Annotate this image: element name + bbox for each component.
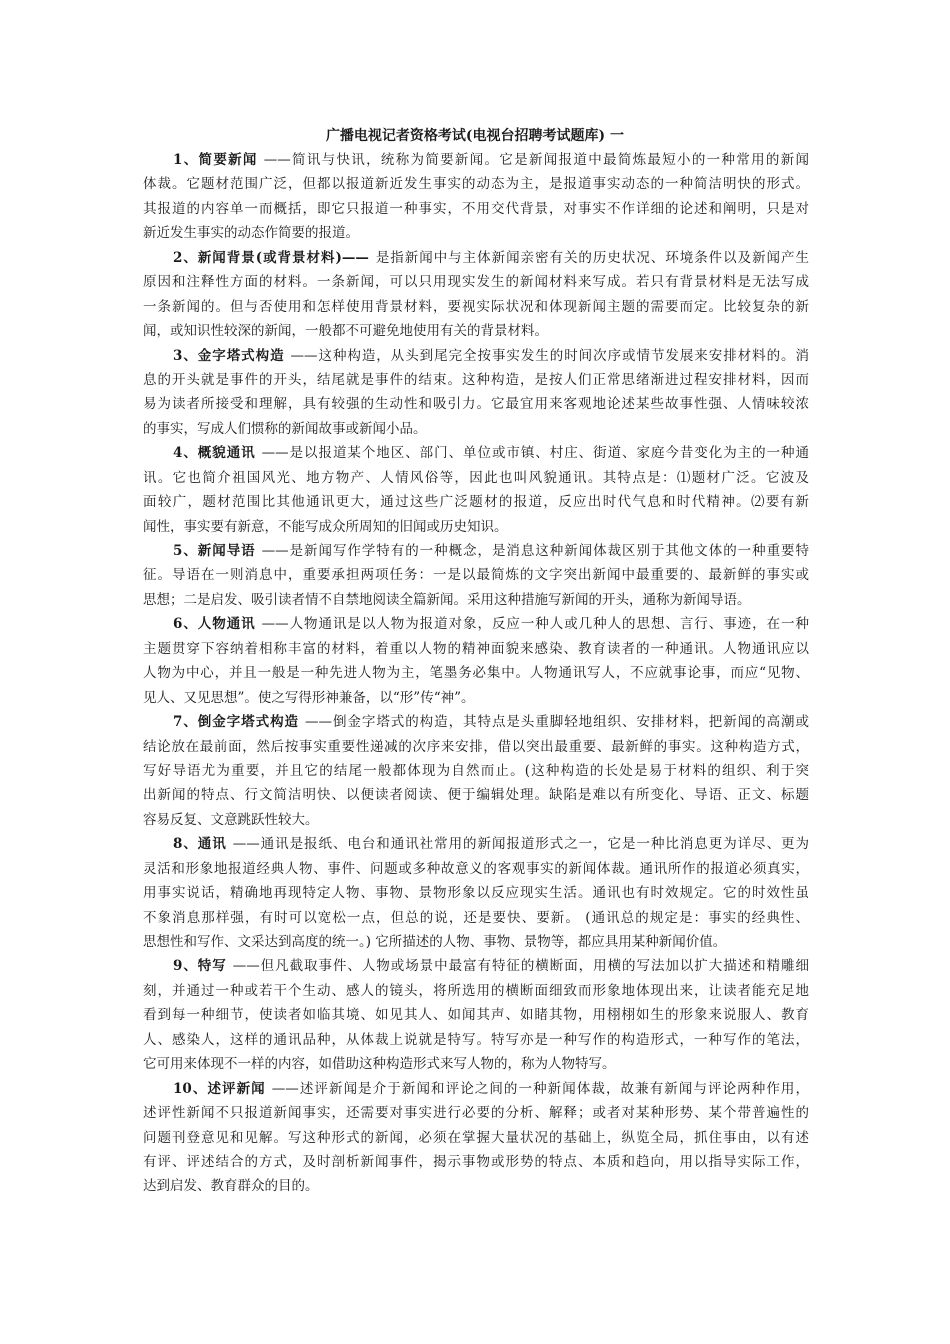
paragraph-line: [143, 612, 809, 636]
section-paragraph: [143, 954, 809, 1076]
section-lead-text: 是指新闻中与主体新闻亲密有关的历史状况、环境条件以及新闻产生: [374, 249, 809, 266]
paragraph-line: 人物为中心，并且一般是一种先进人物为主，笔墨务必集中。人物通讯写人，不应就事论事，而应“见物、: [143, 665, 809, 682]
section-term: 7、倒金字塔式构造: [173, 714, 299, 731]
section-lead-text: ——这种构造，从头到尾完全按事实发生的时间次序或情节发展来安排材料的。消: [290, 347, 809, 364]
paragraph-line: 写好导语尤为重要，并且它的结尾一般都体现为自然而止。(这种构造的长处是易于材料的组织、利于突: [143, 762, 809, 779]
paragraph-line: [143, 344, 809, 368]
section-lead-text: ——简讯与快讯，统称为简要新闻。它是新闻报道中最简炼最短小的一种常用的新闻: [263, 152, 809, 168]
paragraph-line: 其报道的内容单一而概括，即它只报道一种事实，不用交代背景，对事实不作详细的论述和阐明，只是对: [143, 200, 809, 217]
paragraph-line: 达到启发、教育群众的目的。: [143, 1178, 319, 1195]
paragraph-line: [143, 246, 809, 270]
paragraph-line: 它可用来体现不一样的内容，如借助这种构造形式来写人物的，称为人物特写。: [143, 1056, 616, 1073]
paragraph-line: 问题刊登意见和见解。写这种形式的新闻，必须在掌握大量状况的基础上，纵览全局，抓住事由，以有述: [143, 1129, 809, 1146]
paragraph-line: 息的开头就是事件的开头，结尾就是事件的结束。这种构造，是按人们正常思绪渐进过程安排材料，因而: [143, 371, 809, 388]
paragraph-line: 易为读者所接受和理解，具有较强的生动性和吸引力。它最宜用来客观地论述某些故事性强、人情味较浓: [143, 396, 809, 413]
section-term: 3、金字塔式构造: [173, 347, 285, 364]
paragraph-line: [143, 441, 809, 465]
section-term: 10、述评新闻: [173, 1080, 266, 1097]
section-lead-text: ——述评新闻是介于新闻和评论之间的一种新闻体裁，故兼有新闻与评论两种作用，: [271, 1080, 809, 1097]
paragraph-line: 灵活和形象地报道经典人物、事件、问题或多种故意义的客观事实的新闻体裁。通讯所作的报道必须真实，: [143, 860, 809, 877]
paragraph-line: [143, 832, 809, 856]
paragraph-line: 思想；二是启发、吸引读者情不自禁地阅读全篇新闻。采用这种措施写新闻的开头，通称为新闻导语。: [143, 591, 751, 608]
paragraph-line: 容易反复、文意跳跃性较大。: [143, 811, 319, 828]
paragraph-line: 见人、又见思想”。使之写得形神兼备，以“形”传“神”。: [143, 689, 475, 706]
section-term: 4、概貌通讯: [173, 445, 256, 462]
section-lead-text: ——通讯是报纸、电台和通讯社常用的新闻报道形式之一，它是一种比消息更为详尽、更为: [232, 836, 809, 853]
section-lead-text: ——是以报道某个地区、部门、单位或市镇、村庄、街道、家庭今昔变化为主的一种通: [261, 445, 809, 462]
section-term: 6、人物通讯: [173, 616, 256, 633]
section-paragraph: [143, 148, 809, 246]
paragraph-line: [143, 710, 809, 734]
section-paragraph: [143, 1077, 809, 1199]
section-paragraph: [143, 539, 809, 612]
paragraph-line: 人、感染人，这样的通讯品种，从体裁上说就是特写。特写亦是一种写作的构造形式，一种写作的笔法，: [143, 1031, 809, 1048]
section-term: 8、通讯: [173, 836, 227, 853]
paragraph-line: [143, 148, 809, 172]
section-lead-text: ——倒金字塔式的构造，其特点是头重脚轻地组织、安排材料，把新闻的高潮或: [305, 714, 809, 731]
document-body: [143, 148, 809, 1199]
paragraph-line: 出新闻的特点、行文简洁明快、以便读者阅读、便于编辑处理。缺陷是难以有所变化、导语、正文、标题: [143, 787, 809, 804]
section-paragraph: [143, 710, 809, 832]
paragraph-line: 思想性和写作、文采达到高度的统一。) 它所描述的人物、事物、景物等，都应具用某种新闻价值。: [143, 934, 727, 950]
paragraph-line: 原因和注释性方面的材料。一条新闻，可以只用现实发生的新闻材料来写成。若只有背景材料是无法写成: [143, 274, 809, 291]
paragraph-line: [143, 1077, 809, 1101]
paragraph-line: 述评性新闻不只报道新闻事实，还需要对事实进行必要的分析、解释；或者对某种形势、某个带普遍性的: [143, 1105, 809, 1122]
paragraph-line: 用事实说话，精确地再现特定人物、事物、景物形象以反应现实生活。通讯也有时效规定。它的时效性虽: [143, 885, 809, 902]
paragraph-line: 面较广，题材范围比其他通讯更大，通过这些广泛题材的报道，反应出时代气息和时代精神。⑵要有新: [143, 494, 809, 511]
paragraph-line: 的事实，写成人们惯称的新闻故事或新闻小品。: [143, 420, 427, 437]
paragraph-line: [143, 539, 809, 563]
section-paragraph: [143, 441, 809, 539]
section-paragraph: [143, 832, 809, 954]
paragraph-line: 主题贯穿下容纳着相称丰富的材料，着重以人物的精神面貌来感染、教育读者的一种通讯。人物通讯应以: [143, 640, 809, 657]
section-term: 1、简要新闻: [173, 152, 258, 168]
paragraph-line: 讯。它也简介祖国风光、地方物产、人情风俗等，因此也叫风貌通讯。其特点是：⑴题材广泛。它波及: [143, 469, 809, 486]
paragraph-line: 不象消息那样强，有时可以宽松一点，但总的说，还是要快、要新。 (通讯总的规定是：事实的经典性、: [143, 909, 809, 926]
section-lead-text: ——人物通讯是以人物为报道对象，反应一种人或几种人的思想、言行、事迹，在一种: [261, 616, 809, 633]
paragraph-line: 一条新闻的。但与否使用和怎样使用背景材料，要视实际状况和体现新闻主题的需要而定。比较复杂的新: [143, 298, 809, 315]
section-paragraph: [143, 344, 809, 442]
paragraph-line: [143, 954, 809, 978]
document-title: 广播电视记者资格考试(电视台招聘考试题库) 一: [325, 128, 625, 144]
section-paragraph: [143, 612, 809, 710]
section-term: 9、特写: [173, 958, 227, 975]
paragraph-line: 闻性，事实要有新意，不能写成众所周知的旧闻或历史知识。: [143, 518, 508, 535]
paragraph-line: 新近发生事实的动态作简要的报道。: [143, 225, 359, 242]
paragraph-line: 闻，或知识性较深的新闻，一般都不可避免地使用有关的背景材料。: [143, 323, 548, 340]
paragraph-line: 体裁。它题材范围广泛，但都以报道新近发生事实的动态为主，是报道事实动态的一种简洁明快的形式。: [143, 176, 809, 193]
section-paragraph: [143, 246, 809, 344]
paragraph-line: 征。导语在一则消息中，重要承担两项任务：一是以最简炼的文字突出新闻中最重要的、最新鲜的事实或: [143, 567, 809, 584]
section-lead-text: ——但凡截取事件、人物或场景中最富有特征的横断面，用横的写法加以扩大描述和精雕细: [232, 958, 809, 975]
section-lead-text: ——是新闻写作学特有的一种概念，是消息这种新闻体裁区别于其他文体的一种重要特: [261, 543, 809, 559]
section-term: 2、新闻背景(或背景材料)——: [173, 249, 369, 266]
paragraph-line: 看到每一种细节，使读者如临其境、如见其人、如闻其声、如睹其物，用栩栩如生的形象来说服人、教育: [143, 1007, 809, 1024]
paragraph-line: 刻，并通过一种或若干个生动、感人的镜头，将所选用的横断面细致而形象地体现出来，让读者能充足地: [143, 982, 809, 999]
paragraph-line: 有评、评述结合的方式，及时剖析新闻事件，揭示事物或形势的特点、本质和趋向，用以指导实际工作，: [143, 1153, 809, 1170]
paragraph-line: 结论放在最前面，然后按事实重要性递减的次序来安排，借以突出最重要、最新鲜的事实。这种构造方式，: [143, 738, 809, 755]
section-term: 5、新闻导语: [173, 543, 256, 559]
